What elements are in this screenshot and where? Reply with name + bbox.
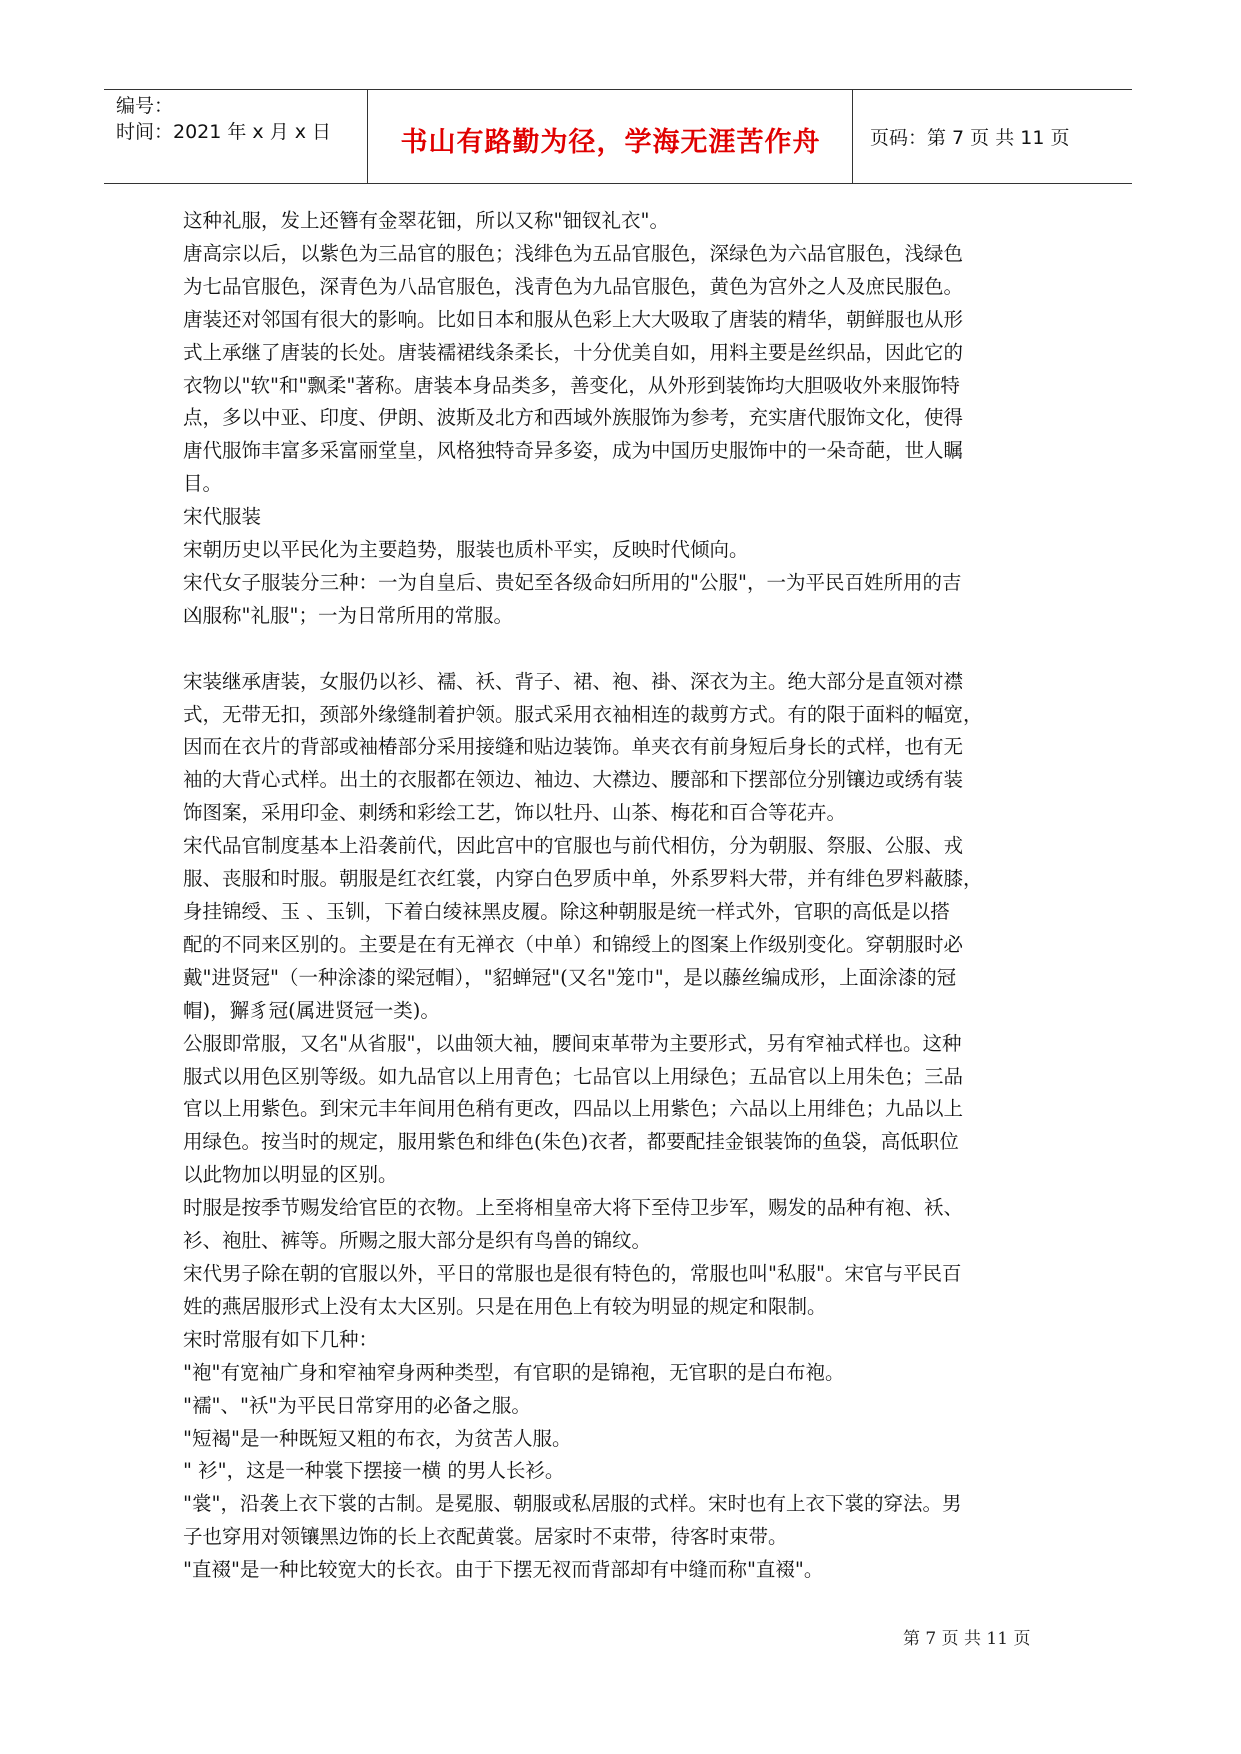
text-line: 宋时常服有如下几种： — [183, 1327, 379, 1351]
text-line: 配的不同来区别的。主要是在有无禅衣（中单）和锦绶上的图案上作级别变化。穿朝服时必 — [183, 932, 964, 956]
text-line: 姓的燕居服形式上没有太大区别。只是在用色上有较为明显的规定和限制。 — [183, 1294, 827, 1318]
text-line: 服、丧服和时服。朝服是红衣红裳，内穿白色罗质中单，外系罗料大带，并有绯色罗料蔽膝， — [183, 867, 983, 891]
header-page-number: 页码：第 7 页 共 11 页 — [870, 127, 1070, 149]
text-line: 袖的大背心式样。出土的衣服都在领边、袖边、大襟边、腰部和下摆部位分别镶边或绣有装 — [183, 768, 964, 792]
text-line: 用绿色。按当时的规定，服用紫色和绯色(朱色)衣者，都要配挂金银装饰的鱼袋，高低职位 — [183, 1130, 959, 1154]
document-body — [183, 205, 1063, 1587]
text-line: 衣物以"软"和"飘柔"著称。唐装本身品类多，善变化，从外形到装饰均大胆吸收外来服饰特 — [183, 373, 960, 397]
text-line: 点，多以中亚、印度、伊朗、波斯及北方和西域外族服饰为参考，充实唐代服饰文化，使得 — [183, 406, 964, 430]
text-line: 唐代服饰丰富多采富丽堂皇，风格独特奇异多姿，成为中国历史服饰中的一朵奇葩，世人瞩 — [183, 439, 964, 463]
text-line: 以此物加以明显的区别。 — [183, 1163, 398, 1187]
text-line: 这种礼服，发上还簪有金翠花钿，所以又称"钿钗礼衣"。 — [183, 209, 669, 232]
header-motto: 书山有路勤为径，学海无涯苦作舟 — [400, 127, 821, 158]
page-footer: 第 7 页 共 11 页 — [903, 1629, 1031, 1649]
document-number-label: 编号： — [116, 95, 174, 117]
text-line: 身挂锦绶、玉 、玉钏，下着白绫袜黑皮履。除这种朝服是统一样式外，官职的高低是以搭 — [183, 900, 950, 924]
page-header — [104, 89, 1132, 184]
text-line: 官以上用紫色。到宋元丰年间用色稍有更改，四品以上用紫色；六品以上用绯色；九品以上 — [183, 1097, 964, 1121]
text-line: 宋朝历史以平民化为主要趋势，服装也质朴平实，反映时代倾向。 — [183, 538, 749, 562]
header-motto-cell — [369, 90, 853, 183]
text-line: 宋装继承唐装，女服仍以衫、襦、袄、背子、裙、袍、褂、深衣为主。绝大部分是直领对襟 — [183, 669, 964, 693]
text-line: 子也穿用对领镶黑边饰的长上衣配黄裳。居家时不束带，待客时束带。 — [183, 1525, 788, 1549]
text-line: 宋代女子服装分三种：一为自皇后、贵妃至各级命妇所用的"公服"，一为平民百姓所用的吉 — [183, 570, 962, 594]
text-line: 帽)，獬豸冠(属进贤冠一类)。 — [183, 998, 440, 1022]
header-meta-cell — [104, 90, 368, 183]
text-line: 公服即常服，又名"从省服"，以曲领大袖，腰间束革带为主要形式，另有窄袖式样也。这种 — [183, 1031, 962, 1055]
text-line: "襦"、"袄"为平民日常穿用的必备之服。 — [183, 1393, 531, 1417]
text-line: 式上承继了唐装的长处。唐装襦裙线条柔长，十分优美自如，用料主要是丝织品，因此它的 — [183, 340, 964, 364]
text-line: 唐高宗以后，以紫色为三品官的服色；浅绯色为五品官服色，深绿色为六品官服色，浅绿色 — [183, 241, 964, 265]
text-line: 式，无带无扣，颈部外缘缝制着护领。服式采用衣袖相连的裁剪方式。有的限于面料的幅宽， — [183, 702, 983, 726]
text-line: " 衫"，这是一种裳下摆接一横 的男人长衫。 — [183, 1459, 565, 1483]
text-line: 为七品官服色，深青色为八品官服色，浅青色为九品官服色，黄色为宫外之人及庶民服色。 — [183, 274, 964, 298]
text-line: 衫、袍肚、裤等。所赐之服大部分是织有鸟兽的锦纹。 — [183, 1229, 652, 1253]
text-line: 宋代男子除在朝的官服以外，平日的常服也是很有特色的，常服也叫"私服"。宋官与平民百 — [183, 1261, 962, 1285]
text-line: "裳"，沿袭上衣下裳的古制。是冕服、朝服或私居服的式样。宋时也有上衣下裳的穿法。男 — [183, 1492, 962, 1516]
text-line: 服式以用色区别等级。如九品官以上用青色；七品官以上用绿色；五品官以上用朱色；三品 — [183, 1064, 964, 1088]
text-line: 目。 — [183, 472, 223, 496]
text-line: "短褐"是一种既短又粗的布衣，为贫苦人服。 — [183, 1426, 572, 1450]
text-line: 因而在衣片的背部或袖椿部分采用接缝和贴边装饰。单夹衣有前身短后身长的式样，也有无 — [183, 735, 964, 759]
text-line: 凶服称"礼服"；一为日常所用的常服。 — [183, 603, 513, 627]
blank-line — [183, 633, 1063, 666]
text-line: 时服是按季节赐发给官臣的衣物。上至将相皇帝大将下至侍卫步军，赐发的品种有袍、袄、 — [183, 1196, 964, 1220]
text-line: 饰图案，采用印金、刺绣和彩绘工艺，饰以牡丹、山茶、梅花和百合等花卉。 — [183, 801, 847, 825]
text-line: 宋代服装 — [183, 505, 262, 529]
text-line: "直裰"是一种比较宽大的长衣。由于下摆无衩而背部却有中缝而称"直裰"。 — [183, 1558, 824, 1582]
text-line: "袍"有宽袖广身和窄袖窄身两种类型，有官职的是锦袍，无官职的是白布袍。 — [183, 1360, 845, 1384]
text-line: 宋代品官制度基本上沿袭前代，因此宫中的官服也与前代相仿，分为朝服、祭服、公服、戎 — [183, 834, 964, 858]
header-page-cell — [854, 90, 1132, 183]
document-time-label: 时间：2021 年 x 月 x 日 — [116, 121, 332, 143]
text-line: 戴"进贤冠"（一种涂漆的梁冠帽），"貂蝉冠"(又名"笼巾"，是以藤丝编成形，上面涂漆的冠 — [183, 965, 957, 989]
text-line: 唐装还对邻国有很大的影响。比如日本和服从色彩上大大吸取了唐装的精华，朝鲜服也从形 — [183, 307, 964, 331]
